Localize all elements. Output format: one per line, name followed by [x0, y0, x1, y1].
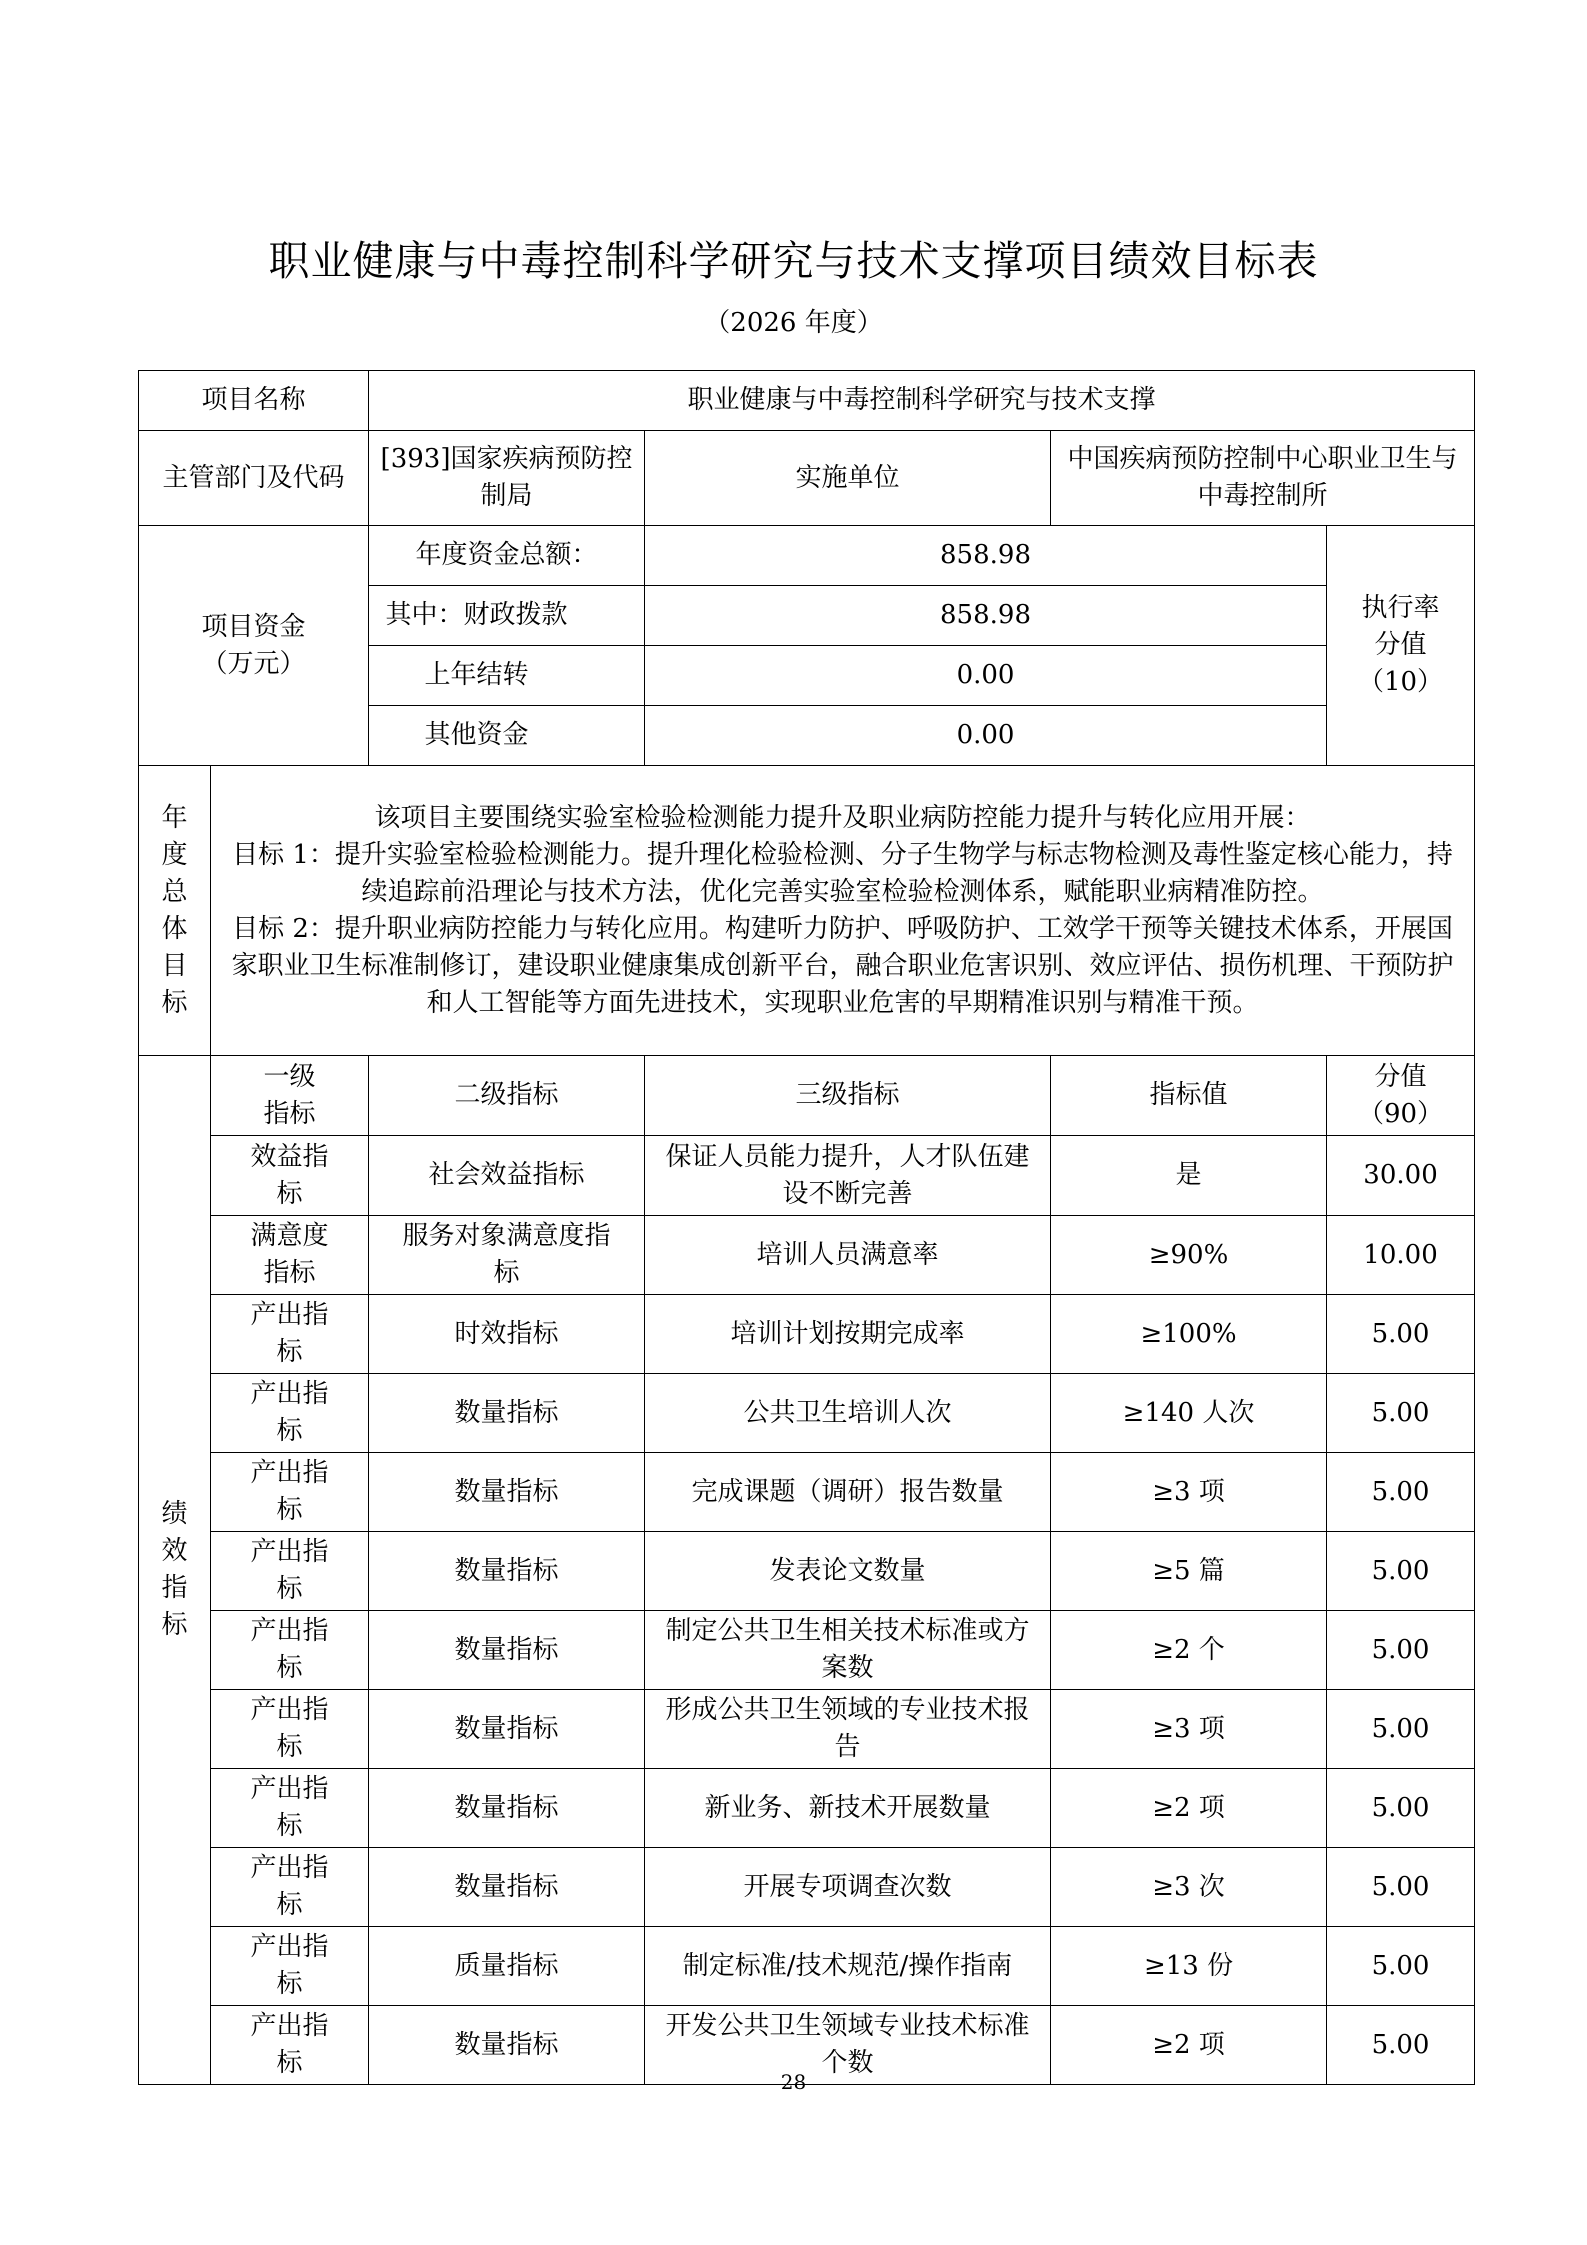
vertical-label-char: 总 — [161, 876, 188, 907]
performance-indicators-label-chars — [149, 1496, 200, 1644]
indicator-score: 30.00 — [1327, 1136, 1475, 1216]
indicator-level2: 数量指标 — [369, 1769, 645, 1848]
annual-goals-intro: 该项目主要围绕实验室检验检测能力提升及职业病防控能力提升与转化应用开展： — [374, 802, 1311, 833]
document-subtitle: （2026 年度） — [704, 308, 883, 338]
indicator-level3: 形成公共卫生领域的专业技术报告 — [645, 1690, 1051, 1769]
funds-fiscal-value: 858.98 — [645, 586, 1327, 646]
vertical-label-char: 年 — [161, 802, 188, 833]
indicator-level2: 数量指标 — [369, 1453, 645, 1532]
funds-row — [139, 526, 1475, 586]
header-score-line1: 分值 — [1374, 1061, 1427, 1092]
execution-rate-score-cell — [1327, 526, 1475, 766]
indicator-level1: 产出指标 — [211, 1295, 369, 1374]
department-value: [393]国家疾病预防控制局 — [369, 431, 645, 526]
indicator-score: 5.00 — [1327, 1927, 1475, 2006]
project-name-value: 职业健康与中毒控制科学研究与技术支撑 — [369, 371, 1475, 431]
vertical-label-char: 效 — [161, 1536, 188, 1566]
funds-fiscal-label: 其中：财政拨款 — [369, 586, 645, 646]
indicator-level2: 数量指标 — [369, 2006, 645, 2085]
indicator-level2: 质量指标 — [369, 1927, 645, 2006]
annual-goals-content — [211, 766, 1475, 1056]
vertical-label-char: 指 — [161, 1573, 188, 1603]
indicator-level3: 开发公共卫生领域专业技术标准个数 — [645, 2006, 1051, 2085]
header-level1 — [211, 1056, 369, 1136]
indicator-level1: 产出指标 — [211, 1374, 369, 1453]
indicator-row — [139, 1927, 1475, 2006]
indicator-score: 5.00 — [1327, 1453, 1475, 1532]
indicator-header-row — [139, 1056, 1475, 1136]
indicator-row — [139, 1453, 1475, 1532]
funds-other-label: 其他资金 — [369, 706, 645, 766]
indicator-level1: 产出指标 — [211, 1611, 369, 1690]
indicator-level3: 新业务、新技术开展数量 — [645, 1769, 1051, 1848]
indicator-value: ≥2 个 — [1051, 1611, 1327, 1690]
indicator-level2: 数量指标 — [369, 1690, 645, 1769]
indicator-score: 10.00 — [1327, 1216, 1475, 1295]
indicator-value: ≥140 人次 — [1051, 1374, 1327, 1453]
indicator-level1: 产出指标 — [211, 1532, 369, 1611]
annual-goals-label — [139, 766, 211, 1056]
indicator-level1: 满意度指标 — [211, 1216, 369, 1295]
indicator-level2: 数量指标 — [369, 1611, 645, 1690]
indicator-level2: 时效指标 — [369, 1295, 645, 1374]
indicator-level2: 社会效益指标 — [369, 1136, 645, 1216]
indicator-score: 5.00 — [1327, 1848, 1475, 1927]
project-name-row — [139, 371, 1475, 431]
indicator-level3: 培训计划按期完成率 — [645, 1295, 1051, 1374]
indicator-level3: 完成课题（调研）报告数量 — [645, 1453, 1051, 1532]
project-name-label: 项目名称 — [139, 371, 369, 431]
execution-rate-score-label: 分值 — [1374, 630, 1427, 660]
indicator-score: 5.00 — [1327, 1611, 1475, 1690]
indicator-row — [139, 1690, 1475, 1769]
indicator-value: ≥5 篇 — [1051, 1532, 1327, 1611]
indicator-score: 5.00 — [1327, 1769, 1475, 1848]
funds-total-label: 年度资金总额： — [369, 526, 645, 586]
indicator-value: ≥3 项 — [1051, 1690, 1327, 1769]
indicator-level3: 发表论文数量 — [645, 1532, 1051, 1611]
funds-label-cell — [139, 526, 369, 766]
header-value: 指标值 — [1051, 1056, 1327, 1136]
funds-unit: （万元） — [201, 648, 306, 679]
indicator-level2: 数量指标 — [369, 1532, 645, 1611]
vertical-label-char: 绩 — [161, 1499, 188, 1529]
indicator-score: 5.00 — [1327, 1690, 1475, 1769]
header-level1-line2: 指标 — [263, 1098, 316, 1129]
indicator-level3: 保证人员能力提升，人才队伍建设不断完善 — [645, 1136, 1051, 1216]
indicator-level1: 效益指标 — [211, 1136, 369, 1216]
funds-carryover-label: 上年结转 — [369, 646, 645, 706]
indicator-row — [139, 1374, 1475, 1453]
performance-indicators-label — [139, 1056, 211, 2085]
annual-goal-1: 目标 1：提升实验室检验检测能力。提升理化检验检测、分子生物学与标志物检测及毒性鉴定核心能力，持续追踪前沿理论与技术方法，优化完善实验室检验检测体系，赋能职业病精准防控。 — [232, 839, 1453, 907]
funds-other-value: 0.00 — [645, 706, 1327, 766]
indicator-row — [139, 1295, 1475, 1374]
execution-rate-score-value: （10） — [1357, 667, 1444, 697]
indicator-value: 是 — [1051, 1136, 1327, 1216]
indicator-level2: 服务对象满意度指标 — [369, 1216, 645, 1295]
indicator-level1: 产出指标 — [211, 1848, 369, 1927]
indicator-level1: 产出指标 — [211, 1453, 369, 1532]
execution-rate-label: 执行率 — [1361, 593, 1440, 623]
indicator-score: 5.00 — [1327, 1295, 1475, 1374]
header-level1-line1: 一级 — [263, 1061, 316, 1092]
vertical-label-char: 目 — [161, 950, 188, 981]
indicator-level1: 产出指标 — [211, 1927, 369, 2006]
indicator-level3: 培训人员满意率 — [645, 1216, 1051, 1295]
indicator-value: ≥2 项 — [1051, 2006, 1327, 2085]
indicator-value: ≥3 项 — [1051, 1453, 1327, 1532]
indicator-score: 5.00 — [1327, 1532, 1475, 1611]
annual-goals-row — [139, 766, 1475, 1056]
indicator-level3: 制定公共卫生相关技术标准或方案数 — [645, 1611, 1051, 1690]
annual-goals-label-chars — [149, 800, 200, 1022]
funds-label: 项目资金 — [201, 611, 306, 642]
indicator-row — [139, 1848, 1475, 1927]
header-score-line2: （90） — [1357, 1098, 1444, 1129]
indicator-score: 5.00 — [1327, 1374, 1475, 1453]
indicator-level3: 公共卫生培训人次 — [645, 1374, 1051, 1453]
department-label: 主管部门及代码 — [139, 431, 369, 526]
indicator-level3: 开展专项调查次数 — [645, 1848, 1051, 1927]
funds-total-value: 858.98 — [645, 526, 1327, 586]
page-number: 28 — [780, 2070, 807, 2094]
indicator-value: ≥3 次 — [1051, 1848, 1327, 1927]
header-level3: 三级指标 — [645, 1056, 1051, 1136]
indicator-level1: 产出指标 — [211, 1690, 369, 1769]
department-row — [139, 431, 1475, 526]
indicator-value: ≥100% — [1051, 1295, 1327, 1374]
indicator-row — [139, 1769, 1475, 1848]
indicator-level3: 制定标准/技术规范/操作指南 — [645, 1927, 1051, 2006]
indicator-level2: 数量指标 — [369, 1848, 645, 1927]
indicator-value: ≥90% — [1051, 1216, 1327, 1295]
indicator-row — [139, 1532, 1475, 1611]
implementing-unit-label: 实施单位 — [645, 431, 1051, 526]
vertical-label-char: 度 — [161, 839, 188, 870]
vertical-label-char: 体 — [161, 913, 188, 944]
indicator-level1: 产出指标 — [211, 1769, 369, 1848]
indicator-level2: 数量指标 — [369, 1374, 645, 1453]
performance-goal-table — [138, 370, 1475, 2085]
header-level2: 二级指标 — [369, 1056, 645, 1136]
header-score — [1327, 1056, 1475, 1136]
indicator-value: ≥2 项 — [1051, 1769, 1327, 1848]
annual-goal-2: 目标 2：提升职业病防控能力与转化应用。构建听力防护、呼吸防护、工效学干预等关键技术体系，开展国家职业卫生标准制修订，建设职业健康集成创新平台，融合职业危害识别、效应评估、损伤机理、干预防护和人工智能等方面先进技术，实现职业危害的早期精准识别与精准干预。 — [231, 913, 1454, 1018]
vertical-label-char: 标 — [161, 987, 188, 1018]
vertical-label-char: 标 — [161, 1610, 188, 1640]
funds-carryover-value: 0.00 — [645, 646, 1327, 706]
document-title: 职业健康与中毒控制科学研究与技术支撑项目绩效目标表 — [268, 237, 1319, 285]
implementing-unit-value: 中国疾病预防控制中心职业卫生与中毒控制所 — [1051, 431, 1475, 526]
indicator-level1: 产出指标 — [211, 2006, 369, 2085]
indicator-row — [139, 1136, 1475, 1216]
indicator-row — [139, 1611, 1475, 1690]
indicator-row — [139, 1216, 1475, 1295]
indicator-value: ≥13 份 — [1051, 1927, 1327, 2006]
indicator-score: 5.00 — [1327, 2006, 1475, 2085]
